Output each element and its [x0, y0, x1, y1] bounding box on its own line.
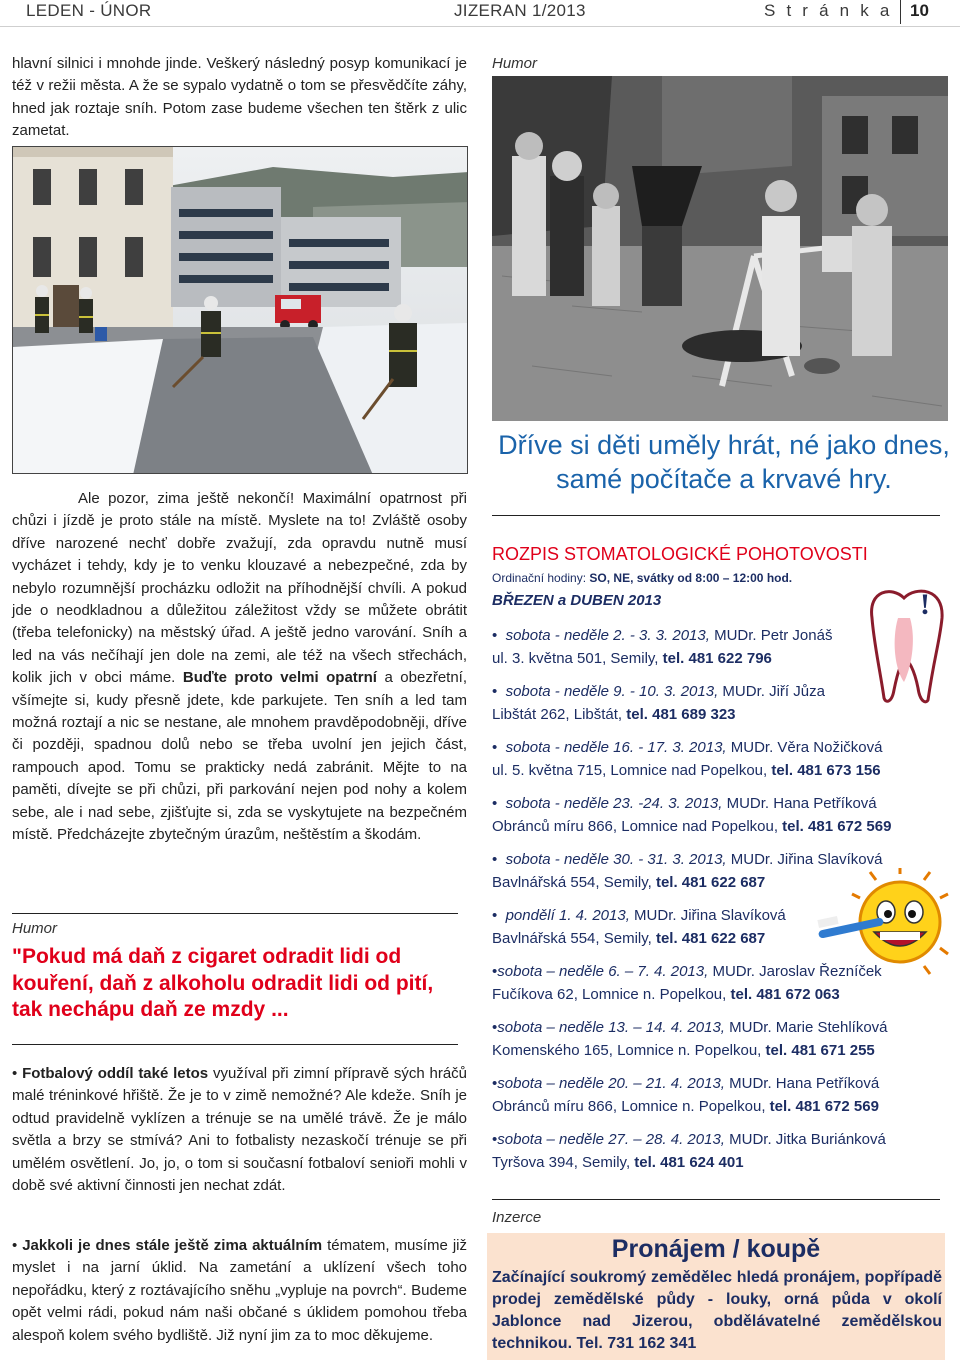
- snow-cleanup-photo: [12, 146, 468, 474]
- bullet-dot: •: [12, 1065, 23, 1082]
- header-publication: JIZERAN 1/2013: [454, 1, 586, 20]
- photo-caption: Dříve si děti uměly hrát, né jako dnes, samé počítače a krvavé hry.: [498, 430, 950, 494]
- dental-hours-label: Ordinační hodiny:: [492, 571, 590, 585]
- dental-hours: [492, 571, 792, 585]
- dental-entry: [492, 680, 862, 726]
- entry-date: sobota - neděle 2. - 3. 3. 2013,: [505, 627, 710, 644]
- winter-safety-text: [12, 488, 467, 847]
- dental-entry: [492, 1072, 942, 1118]
- header-page-label: S t r á n k a: [764, 1, 893, 20]
- bullet-dot: •: [492, 851, 506, 868]
- bullet-dot: •: [492, 1019, 498, 1036]
- tax-joke-quote: "Pokud má daň z cigaret odradit lidi od kouření, daň z alkoholu odradit lidi od pití, tak nechápu daň ze mzdy ...: [12, 945, 434, 1021]
- dental-entry: [492, 1016, 942, 1062]
- entry-date: sobota - neděle 23. -24. 3. 2013,: [505, 795, 723, 812]
- dental-hours-value: SO, NE, svátky od 8:00 – 12:00 hod.: [589, 571, 793, 585]
- ad-title: Pronájem / koupě: [611, 1235, 821, 1263]
- bullet-dot: •: [492, 963, 498, 980]
- bullet-dot: •: [492, 907, 506, 924]
- entry-address: Obránců míru 866, Lomnice n. Popelkou,: [492, 1098, 770, 1115]
- entry-doctor: MUDr. Jitka Buriánková: [724, 1131, 886, 1148]
- entry-address: Tyršova 394, Semily,: [492, 1154, 635, 1171]
- entry-address: Fučíkova 62, Lomnice n. Popelkou,: [492, 986, 731, 1003]
- winter-safety-bold: Buďte proto velmi opatrní: [182, 669, 377, 687]
- header-rule: [0, 26, 960, 27]
- entry-address: ul. 3. května 501, Semily,: [492, 650, 663, 667]
- entry-date: sobota - neděle 30. - 31. 3. 2013,: [505, 851, 727, 868]
- winter-safety-p2: a obezřetní, všímejte si, kudy přesně jdete, kde parkujete. Ten sníh a led tam možná roztají a nic se nestane, ale mnohem pravděpodobněji, dříve či později, spadnou dolů nebo se třeba uvolní jen jejich část, rampouch apod. Tomu se prakticky nedá zabránit. Mějte to na paměti, dívejte se při chůzi, při parkování nejen pod nohy a kolem sebe, ale i nad sebe, zjišťujte si, zda se vyskytujete na bezpečném místě. Předcházejte zbytečným úrazům, neštěstím a škodám.: [12, 669, 468, 844]
- winter-safety-article: [12, 488, 467, 847]
- bullet-dot: •: [492, 627, 506, 644]
- entry-phone: tel. 481 672 569: [782, 818, 892, 835]
- entry-doctor: MUDr. Hana Petříková: [724, 1075, 880, 1092]
- header-separator: [900, 0, 901, 24]
- bullet-dot: •: [492, 1131, 498, 1148]
- entry-address: ul. 5. května 715, Lomnice nad Popelkou,: [492, 762, 772, 779]
- section-divider-bottom: [12, 1044, 458, 1045]
- ad-divider: [492, 1199, 940, 1200]
- entry-date: sobota - neděle 9. - 10. 3. 2013,: [505, 683, 719, 700]
- dental-divider-top: [492, 515, 940, 516]
- entry-phone: tel. 481 673 156: [771, 762, 881, 779]
- spring-cleanup-text: tématem, musíme již myslet i na jarní úklid. Na zametání a uklízení všech toho nepořádku, který z roztávajícího sněhu „vypluje na povrch“. Budeme opět velmi rádi, pokud nám naši občané s úklidem pomohou třeba alespoň kolem svého bydliště. Již nyní jim za to moc děkujeme.: [12, 1237, 468, 1344]
- page-header: [0, 0, 960, 26]
- entry-date: sobota – neděle 13. – 14. 4. 2013,: [497, 1019, 725, 1036]
- spring-cleanup-lead: Jakkoli je dnes stále ještě zima aktuálním: [22, 1237, 323, 1254]
- entry-phone: tel. 481 622 796: [662, 650, 772, 667]
- entry-doctor: MUDr. Jaroslav Řezníček: [708, 963, 882, 980]
- entry-address: Bavlnářská 554, Semily,: [492, 874, 656, 891]
- children-playing-photo: [492, 76, 948, 421]
- intro-paragraph: hlavní silnici i mnohde jinde. Veškerý následný posyp komunikací je též v režii města. A že se sypalo vydatně o tom se přesvědčíte záhy, hned jak roztaje sníh. Potom zase budeme všechen ten štěrk z ulic zametat.: [12, 55, 467, 140]
- dental-entry: [492, 904, 822, 950]
- bullet-dot: •: [492, 1075, 498, 1092]
- entry-doctor: MUDr. Věra Nožičková: [726, 739, 883, 756]
- bullet-dot: •: [12, 1237, 23, 1254]
- dental-entry: [492, 792, 942, 838]
- dental-entry: [492, 1128, 942, 1174]
- entry-doctor: MUDr. Jiří Jůza: [718, 683, 825, 700]
- football-news-text: využíval při zimní přípravě sých hráčů malé tréninkové hřiště. Že je to v zimě nemožné? Ale kdeže. Sníh je odtud pravidelně vyklízen a trénuje se na umělé trávě. Že je málo světla a brzy se stmívá? Ani to fotbalisty nezaskočí trénuje se při umělém osvětlení. Jo, jo, o tom si současní fotbaloví senioři mohli v době své aktivní činnosti jen nechat zdát.: [12, 1065, 468, 1195]
- tooth-icon: [862, 578, 952, 706]
- entry-doctor: MUDr. Jiřina Slavíková: [629, 907, 786, 924]
- entry-doctor: MUDr. Marie Stehlíková: [724, 1019, 888, 1036]
- entry-phone: tel. 481 622 687: [655, 930, 766, 947]
- entry-doctor: MUDr. Hana Petříková: [722, 795, 877, 812]
- entry-phone: tel. 481 672 569: [769, 1098, 879, 1115]
- smiley-toothbrush-icon: [814, 868, 954, 978]
- entry-date: sobota - neděle 16. - 17. 3. 2013,: [505, 739, 727, 756]
- dental-entry: [492, 624, 862, 670]
- entry-address: Bavlnářská 554, Semily,: [492, 930, 656, 947]
- section-divider-top: [12, 913, 458, 914]
- dental-entry: [492, 736, 942, 782]
- bullet-dot: •: [492, 739, 506, 756]
- football-news-lead: Fotbalový oddíl také letos: [22, 1065, 209, 1082]
- ad-section-label: Inzerce: [492, 1209, 542, 1226]
- page-number: 10: [910, 1, 929, 20]
- entry-address: Obránců míru 866, Lomnice nad Popelkou,: [492, 818, 783, 835]
- entry-phone: tel. 481 672 063: [730, 986, 840, 1003]
- entry-date: sobota – neděle 6. – 7. 4. 2013,: [497, 963, 709, 980]
- entry-phone: tel. 481 671 255: [765, 1042, 875, 1059]
- svg-text:!: !: [920, 588, 930, 621]
- entry-phone: tel. 481 622 687: [655, 874, 766, 891]
- entry-doctor: MUDr. Petr Jonáš: [709, 627, 833, 644]
- ad-text: Začínající soukromý zemědělec hledá pronájem, popřípadě prodej zemědělské půdy - louky, orná půda v okolí Jablonce nad Jizerou, obdělávatelné zemědělskou technikou. Tel. 731 162 341: [492, 1269, 942, 1352]
- humor-label-right: Humor: [492, 55, 538, 72]
- football-news: [12, 1063, 467, 1197]
- header-issue-months: LEDEN - ÚNOR: [26, 1, 152, 20]
- bullet-dot: •: [492, 795, 506, 812]
- dental-schedule-title: ROZPIS STOMATOLOGICKÉ POHOTOVOSTI: [492, 544, 868, 564]
- spring-cleanup-news: [12, 1235, 467, 1347]
- entry-phone: tel. 481 689 323: [626, 706, 736, 723]
- bullet-dot: •: [492, 683, 506, 700]
- entry-date: pondělí 1. 4. 2013,: [505, 907, 630, 924]
- winter-safety-p1: Ale pozor, zima ještě nekončí! Maximální opatrnost při chůzi i jízdě je proto stále na místě. Myslete na to! Zvláště osoby dříve narozené nechť dobře zvažují, zda opravdu nutně musí vycházet i tehdy, kdy je to venku klouzavé a nebezpečné, zda by nebylo rozumnější procházku odložit na příhodnější chvíli. A pokud jde o neodkladnou a důležitou záležitost vždy se můžete obrátit (třeba telefonicky) na městský úřad. A ještě jedno varování. Sníh a led na vás nečíhají jen dole na zemi, ale též na všech střechách, kolik jich v obci máme.: [12, 490, 467, 687]
- dental-period: BŘEZEN a DUBEN 2013: [492, 592, 662, 609]
- humor-label-left: Humor: [12, 920, 58, 937]
- entry-address: Komenského 165, Lomnice n. Popelkou,: [492, 1042, 766, 1059]
- entry-date: sobota – neděle 27. – 28. 4. 2013,: [497, 1131, 725, 1148]
- entry-date: sobota – neděle 20. – 21. 4. 2013,: [497, 1075, 725, 1092]
- entry-address: Libštát 262, Libštát,: [492, 706, 627, 723]
- entry-phone: tel. 481 624 401: [634, 1154, 744, 1171]
- entry-doctor: MUDr. Jiřina Slavíková: [726, 851, 883, 868]
